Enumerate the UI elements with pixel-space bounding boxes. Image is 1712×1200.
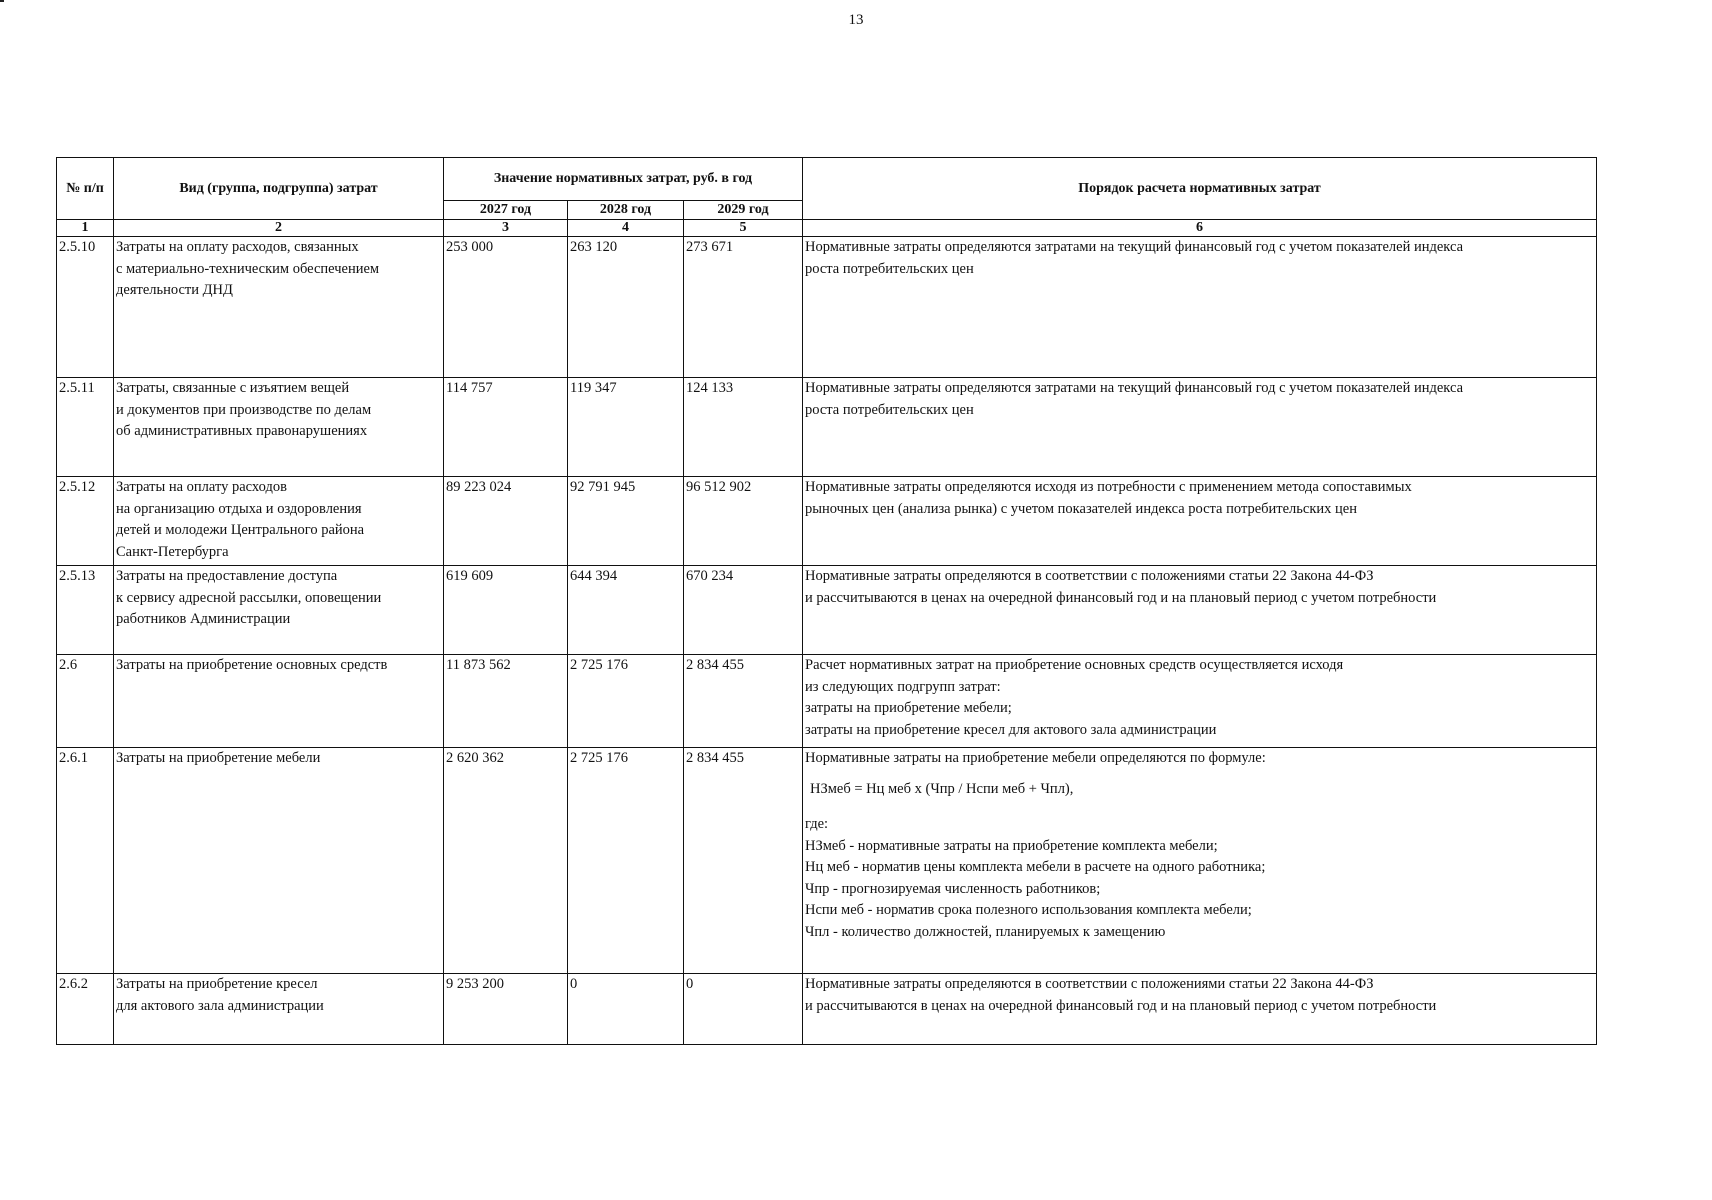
furniture-cost-formula: НЗмеб = Нц меб х (Чпр / Нспи меб + Чпл), <box>810 780 1074 797</box>
header-calculation-method: Порядок расчета нормативных затрат <box>803 158 1597 220</box>
method-line: из следующих подгрупп затрат: <box>805 678 1001 695</box>
table-row <box>57 378 1597 477</box>
row-method <box>803 655 1597 748</box>
method-line: Нормативные затраты определяются в соответствии с положениями статьи 22 Закона 44-ФЗ <box>805 976 1374 992</box>
value-2027: 114 757 <box>444 378 568 477</box>
table-row <box>57 748 1597 974</box>
table-row <box>57 477 1597 566</box>
method-line: Нормативные затраты определяются в соответствии с положениями статьи 22 Закона 44-ФЗ <box>805 568 1374 584</box>
cost-type-line: к сервису адресной рассылки, оповещении <box>116 589 382 606</box>
value-2028: 92 791 945 <box>568 477 684 566</box>
value-2029: 124 133 <box>684 378 803 477</box>
value-2029: 273 671 <box>684 237 803 378</box>
value-2027: 2 620 362 <box>444 748 568 974</box>
value-2028: 644 394 <box>568 566 684 655</box>
value-2029: 2 834 455 <box>684 655 803 748</box>
method-line: рыночных цен (анализа рынка) с учетом показателей индекса роста потребительских цен <box>805 500 1357 517</box>
page-number: 13 <box>848 12 864 28</box>
cost-type-line: Санкт-Петербурга <box>116 543 229 560</box>
cost-type-line: с материально-техническим обеспечением <box>116 260 380 277</box>
value-2027: 253 000 <box>444 237 568 378</box>
column-number: 2 <box>114 220 444 237</box>
header-cost-type: Вид (группа, подгруппа) затрат <box>114 158 444 220</box>
row-method <box>803 566 1597 655</box>
cost-type-line: деятельности ДНД <box>116 282 233 298</box>
value-2028: 0 <box>568 974 684 1045</box>
column-number: 4 <box>568 220 684 237</box>
cost-type-line: работников Администрации <box>116 611 291 627</box>
cost-type-line: на организацию отдыха и оздоровления <box>116 500 362 517</box>
cost-type-line: об административных правонарушениях <box>116 423 368 439</box>
row-code: 2.6.2 <box>57 974 114 1045</box>
cost-type-line: Затраты на приобретение основных средств <box>116 657 388 673</box>
table-row <box>57 655 1597 748</box>
method-line: Расчет нормативных затрат на приобретение основных средств осуществляется исходя <box>805 657 1344 673</box>
row-cost-type <box>114 477 444 566</box>
method-line: Нспи меб - норматив срока полезного использования комплекта мебели; <box>805 902 1252 918</box>
method-line: Нормативные затраты определяются затратами на текущий финансовый год с учетом показателей индекса <box>805 380 1464 396</box>
table-row <box>57 566 1597 655</box>
row-method <box>803 748 1597 974</box>
method-line: где: <box>805 816 829 832</box>
value-2027: 9 253 200 <box>444 974 568 1045</box>
method-line: Чпл - количество должностей, планируемых к замещению <box>805 923 1166 940</box>
row-method <box>803 378 1597 477</box>
table-row <box>57 237 1597 378</box>
header-year-2029: 2029 год <box>684 201 803 220</box>
row-code: 2.5.13 <box>57 566 114 655</box>
method-line: Нормативные затраты определяются затратами на текущий финансовый год с учетом показателей индекса <box>805 239 1464 255</box>
row-method <box>803 974 1597 1045</box>
column-number-row <box>57 220 1597 237</box>
value-2028: 2 725 176 <box>568 748 684 974</box>
value-2027: 89 223 024 <box>444 477 568 566</box>
method-line: Чпр - прогнозируемая численность работников; <box>805 880 1101 897</box>
header-year-2027: 2027 год <box>444 201 568 220</box>
value-2029: 96 512 902 <box>684 477 803 566</box>
header-number: № п/п <box>57 158 114 220</box>
method-line: и рассчитываются в ценах на очередной финансовый год и на плановый период с учетом потребности <box>805 997 1437 1014</box>
header-year-2028: 2028 год <box>568 201 684 220</box>
cost-type-line: Затраты на оплату расходов <box>116 479 287 495</box>
column-number: 6 <box>803 220 1597 237</box>
scan-mark <box>0 0 4 2</box>
value-2029: 2 834 455 <box>684 748 803 974</box>
cost-type-line: Затраты на предоставление доступа <box>116 568 338 584</box>
method-line: роста потребительских цен <box>805 401 974 418</box>
row-code: 2.5.12 <box>57 477 114 566</box>
value-2029: 670 234 <box>684 566 803 655</box>
method-line: роста потребительских цен <box>805 260 974 277</box>
method-line: НЗмеб - нормативные затраты на приобретение комплекта мебели; <box>805 837 1218 854</box>
value-2029: 0 <box>684 974 803 1045</box>
column-number: 1 <box>57 220 114 237</box>
row-cost-type <box>114 566 444 655</box>
method-line: затраты на приобретение кресел для актового зала администрации <box>805 721 1217 738</box>
cost-type-line: Затраты на приобретение кресел <box>116 976 318 992</box>
row-code: 2.6.1 <box>57 748 114 974</box>
cost-type-line: Затраты на приобретение мебели <box>116 750 321 766</box>
cost-type-line: и документов при производстве по делам <box>116 401 372 418</box>
cost-type-line: Затраты на оплату расходов, связанных <box>116 239 359 255</box>
method-line: Нц меб - норматив цены комплекта мебели в расчете на одного работника; <box>805 859 1266 875</box>
row-code: 2.6 <box>57 655 114 748</box>
column-number: 3 <box>444 220 568 237</box>
row-code: 2.5.11 <box>57 378 114 477</box>
row-cost-type <box>114 974 444 1045</box>
value-2028: 119 347 <box>568 378 684 477</box>
header-values-group: Значение нормативных затрат, руб. в год <box>444 158 803 201</box>
method-line: и рассчитываются в ценах на очередной финансовый год и на плановый период с учетом потребности <box>805 589 1437 606</box>
method-intro: Нормативные затраты на приобретение мебели определяются по формуле: <box>805 750 1266 766</box>
row-code: 2.5.10 <box>57 237 114 378</box>
row-method <box>803 477 1597 566</box>
row-method <box>803 237 1597 378</box>
cost-type-line: для актового зала администрации <box>116 997 324 1014</box>
row-cost-type <box>114 378 444 477</box>
method-line: Нормативные затраты определяются исходя из потребности с применением метода сопоставимых <box>805 479 1412 495</box>
column-number: 5 <box>684 220 803 237</box>
cost-standards-table <box>56 157 1597 1045</box>
cost-type-line: детей и молодежи Центрального района <box>116 522 365 538</box>
method-line: затраты на приобретение мебели; <box>805 700 1012 716</box>
cost-type-line: Затраты, связанные с изъятием вещей <box>116 380 350 396</box>
row-cost-type <box>114 655 444 748</box>
row-cost-type <box>114 748 444 974</box>
value-2028: 263 120 <box>568 237 684 378</box>
row-cost-type <box>114 237 444 378</box>
value-2028: 2 725 176 <box>568 655 684 748</box>
value-2027: 11 873 562 <box>444 655 568 748</box>
table-row <box>57 974 1597 1045</box>
value-2027: 619 609 <box>444 566 568 655</box>
